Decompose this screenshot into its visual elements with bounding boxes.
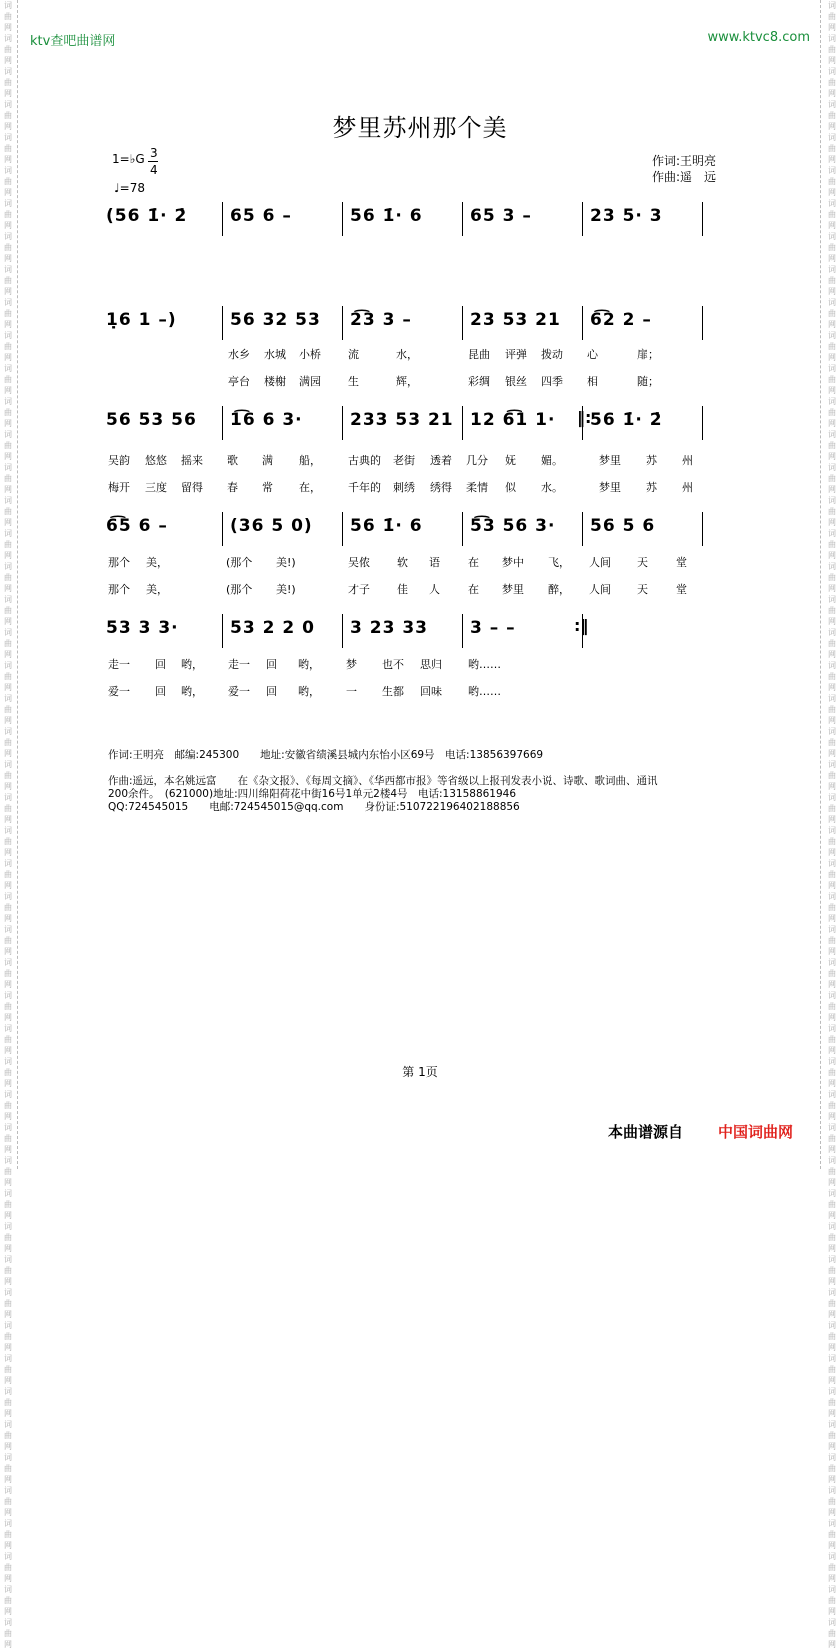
time-signature-divider	[148, 161, 158, 162]
notation-row	[0, 406, 840, 442]
lyric-syllable: 亭台	[228, 375, 250, 388]
lyric-syllable: (那个	[226, 583, 253, 596]
lyric-syllable: 刺绣	[393, 481, 415, 494]
composer-contact: QQ:724545015 电邮:724545015@qq.com 身份证:510722196402188856	[108, 801, 520, 813]
footer-site-link[interactable]: 中国词曲网	[718, 1123, 794, 1141]
lyric-syllable: 随；	[637, 375, 659, 388]
lyric-syllable: 天	[637, 556, 648, 569]
lyric-syllable: 才子	[348, 583, 370, 596]
time-signature-bottom: 4	[150, 163, 158, 177]
lyric-syllable: 那个	[108, 556, 130, 569]
bar-line	[222, 406, 223, 440]
composer-credit: 作曲:遥 远	[652, 170, 717, 184]
lyric-syllable: 走一	[108, 658, 130, 671]
measure: 56 5 6	[590, 516, 656, 536]
lyric-syllable: 辉，	[396, 375, 418, 388]
repeat-end-sign: :‖	[574, 616, 589, 635]
lyric-syllable: 梦	[346, 658, 357, 671]
lyric-syllable: (那个	[226, 556, 253, 569]
measure: 56 32 53	[230, 310, 321, 330]
lyric-syllable: 堂	[676, 556, 687, 569]
measure: 23 53 21	[470, 310, 561, 330]
time-signature-top: 3	[150, 146, 158, 160]
tempo-marking: ♩=78	[114, 181, 145, 195]
lyric-syllable: 媚。	[541, 454, 563, 467]
lyric-syllable: 四季	[541, 375, 563, 388]
bar-line	[462, 306, 463, 340]
bar-line	[222, 614, 223, 648]
lyric-syllable: 生	[348, 375, 359, 388]
lyric-syllable: 三度	[145, 481, 167, 494]
measure: 23 5· 3	[590, 206, 663, 226]
lyric-syllable: 梅开	[108, 481, 130, 494]
notation-row	[0, 512, 840, 548]
lyric-syllable: 美!)	[276, 583, 296, 596]
measure: 233 53 21	[350, 410, 454, 430]
lyric-syllable: 思归	[420, 658, 442, 671]
lyric-syllable: 梦里	[599, 481, 621, 494]
lyric-syllable: 在，	[299, 481, 321, 494]
measure: 1͡6 6 3·	[230, 410, 303, 430]
lyric-syllable: 也不	[382, 658, 404, 671]
bar-line	[582, 306, 583, 340]
measure: 3 – –	[470, 618, 516, 638]
lyric-syllable: 那个	[108, 583, 130, 596]
header-site-url[interactable]: www.ktvc8.com	[707, 30, 810, 45]
lyric-syllable: 回	[155, 658, 166, 671]
lyric-syllable: 州	[682, 454, 693, 467]
measure: 5͡3 56 3·	[470, 516, 556, 536]
right-watermark: 词曲网词曲网词曲网词曲网词曲网词曲网词曲网词曲网词曲网词曲网词曲网词曲网词曲网词曲网词曲网词曲网词曲网词曲网词曲网词曲网词曲网词曲网词曲网词曲网词曲网词曲网词曲网词曲网词曲网词曲网词曲网词曲网词曲网词曲网词曲网词曲网词曲网词曲网词曲网词曲网词曲网词曲网词曲网词曲网词曲网词曲网词曲网词曲网词曲网词曲网	[828, 1, 836, 1649]
lyric-syllable: 回	[155, 685, 166, 698]
lyric-syllable: 在	[468, 583, 479, 596]
bar-line	[462, 202, 463, 236]
lyric-syllable: 歌	[227, 454, 238, 467]
bar-line	[342, 406, 343, 440]
lyric-syllable: 水。	[541, 481, 563, 494]
lyric-syllable: 人间	[589, 556, 611, 569]
lyric-syllable: 满园	[299, 375, 321, 388]
lyric-syllable: 心	[587, 348, 598, 361]
lyric-syllable: 苏	[646, 454, 657, 467]
composer-address: 200余件。 (621000)地址:四川绵阳荷花中街16号1单元2楼4号 电话:13158861946	[108, 788, 517, 800]
header-site-name[interactable]: ktv查吧曲谱网	[30, 34, 116, 49]
lyric-syllable: 生都	[382, 685, 404, 698]
lyric-syllable: 常	[262, 481, 273, 494]
lyric-syllable: 绣得	[430, 481, 452, 494]
lyric-syllable: 梦里	[502, 583, 524, 596]
lyric-syllable: 妩	[505, 454, 516, 467]
bar-line	[462, 614, 463, 648]
bar-line	[342, 614, 343, 648]
bar-line	[342, 202, 343, 236]
composer-bio: 作曲:遥远，本名姚远富 在《杂文报》、《每周文摘》、《华西都市报》等省级以上报刊发表小说、诗歌、歌词曲、通讯	[108, 775, 658, 787]
lyric-syllable: 几分	[466, 454, 488, 467]
lyric-syllable: 天	[637, 583, 648, 596]
measure: (56 1̇· 2̇	[106, 206, 188, 226]
lyric-syllable: 醉，	[548, 583, 570, 596]
lyric-syllable: 飞，	[548, 556, 570, 569]
lyric-syllable: 哟，	[298, 685, 320, 698]
measure: 65 3 –	[470, 206, 532, 226]
lyric-syllable: 人间	[589, 583, 611, 596]
lyric-syllable: 小桥	[299, 348, 321, 361]
lyric-syllable: 哟……	[468, 658, 501, 671]
lyric-syllable: 回	[266, 685, 277, 698]
measure: (36 5 0)	[230, 516, 313, 536]
lyric-syllable: 州	[682, 481, 693, 494]
measure: 65 6 –	[230, 206, 292, 226]
lyric-syllable: 留得	[181, 481, 203, 494]
page-number: 第 1页	[402, 1065, 438, 1079]
measure: 6͡2 2 –	[590, 310, 652, 330]
measure: 12 6͡1 1·	[470, 410, 556, 430]
lyric-syllable: 水，	[396, 348, 418, 361]
lyric-syllable: 堂	[676, 583, 687, 596]
repeat-start-sign: ‖:	[577, 408, 592, 427]
lyric-syllable: 流	[348, 348, 359, 361]
lyric-syllable: 佳	[397, 583, 408, 596]
lyric-syllable: 梦中	[502, 556, 524, 569]
lyric-syllable: 似	[505, 481, 516, 494]
measure: 56 1̇· 6	[350, 206, 423, 226]
lyric-syllable: 满	[262, 454, 273, 467]
bar-line	[462, 512, 463, 546]
lyric-syllable: 吴韵	[108, 454, 130, 467]
measure: 6͡5 6 –	[106, 516, 168, 536]
bar-line	[702, 512, 703, 546]
left-watermark: 词曲网词曲网词曲网词曲网词曲网词曲网词曲网词曲网词曲网词曲网词曲网词曲网词曲网词曲网词曲网词曲网词曲网词曲网词曲网词曲网词曲网词曲网词曲网词曲网词曲网词曲网词曲网词曲网词曲网词曲网词曲网词曲网词曲网词曲网词曲网词曲网词曲网词曲网词曲网词曲网词曲网词曲网词曲网词曲网词曲网词曲网词曲网词曲网词曲网词曲网	[4, 1, 12, 1649]
lyric-syllable: 昆曲	[468, 348, 490, 361]
lyric-syllable: 在	[468, 556, 479, 569]
footer-source-label: 本曲谱源自	[608, 1123, 684, 1141]
lyric-syllable: 语	[429, 556, 440, 569]
lyric-syllable: 水乡	[228, 348, 250, 361]
measure: 53 2 2 0	[230, 618, 315, 638]
lyric-syllable: 一	[346, 685, 357, 698]
bar-line	[222, 202, 223, 236]
measure: 2͡3 3 –	[350, 310, 412, 330]
notation-row	[0, 306, 840, 342]
bar-line	[222, 306, 223, 340]
lyric-syllable: 老街	[393, 454, 415, 467]
lyric-syllable: 悠悠	[145, 454, 167, 467]
lyric-syllable: 水城	[264, 348, 286, 361]
lyric-syllable: 回	[266, 658, 277, 671]
bar-line	[222, 512, 223, 546]
lyric-syllable: 回味	[420, 685, 442, 698]
bar-line	[702, 306, 703, 340]
lyric-syllable: 评弹	[505, 348, 527, 361]
measure: 56 53 56	[106, 410, 197, 430]
song-title: 梦里苏州那个美	[332, 114, 508, 142]
lyric-syllable: 银丝	[505, 375, 527, 388]
lyric-syllable: 美，	[146, 556, 168, 569]
lyric-syllable: 苏	[646, 481, 657, 494]
lyric-syllable: 扉；	[637, 348, 659, 361]
bar-line	[702, 202, 703, 236]
measure: 56 1̇· 6	[350, 516, 423, 536]
lyric-syllable: 哟，	[181, 685, 203, 698]
lyric-syllable: 哟，	[298, 658, 320, 671]
bar-line	[342, 306, 343, 340]
lyric-syllable: 哟……	[468, 685, 501, 698]
bar-line	[582, 202, 583, 236]
lyric-syllable: 爱一	[228, 685, 250, 698]
left-margin-line	[17, 0, 18, 1169]
bar-line	[342, 512, 343, 546]
measure: 53 3 3·	[106, 618, 179, 638]
lyric-syllable: 拨动	[541, 348, 563, 361]
lyric-syllable: 千年的	[348, 481, 381, 494]
lyricist-credit: 作词:王明亮	[652, 154, 717, 168]
measure: 1̣6 1 –)	[106, 310, 177, 330]
lyric-syllable: 透着	[430, 454, 452, 467]
key-signature: 1=♭G	[112, 152, 145, 166]
lyric-syllable: 人	[429, 583, 440, 596]
lyric-syllable: 柔情	[466, 481, 488, 494]
bar-line	[462, 406, 463, 440]
lyric-syllable: 走一	[228, 658, 250, 671]
lyric-syllable: 摇来	[181, 454, 203, 467]
lyric-syllable: 软	[397, 556, 408, 569]
lyric-syllable: 古典的	[348, 454, 381, 467]
lyric-syllable: 哟，	[181, 658, 203, 671]
lyric-syllable: 梦里	[599, 454, 621, 467]
bar-line	[702, 406, 703, 440]
lyric-syllable: 彩绸	[468, 375, 490, 388]
notation-row	[0, 202, 840, 238]
right-margin-line	[820, 0, 821, 1169]
lyric-syllable: 相	[587, 375, 598, 388]
lyric-syllable: 美，	[146, 583, 168, 596]
measure: 56 1̇· 2̇	[590, 410, 663, 430]
lyric-syllable: 楼榭	[264, 375, 286, 388]
lyricist-contact: 作词:王明亮 邮编:245300 地址:安徽省绩溪县城内东怡小区69号 电话:13856397669	[108, 749, 544, 761]
measure: 3 23 33	[350, 618, 428, 638]
notation-row	[0, 614, 840, 650]
lyric-syllable: 船，	[299, 454, 321, 467]
bar-line	[582, 512, 583, 546]
lyric-syllable: 爱一	[108, 685, 130, 698]
lyric-syllable: 春	[227, 481, 238, 494]
lyric-syllable: 吴侬	[348, 556, 370, 569]
lyric-syllable: 美!)	[276, 556, 296, 569]
